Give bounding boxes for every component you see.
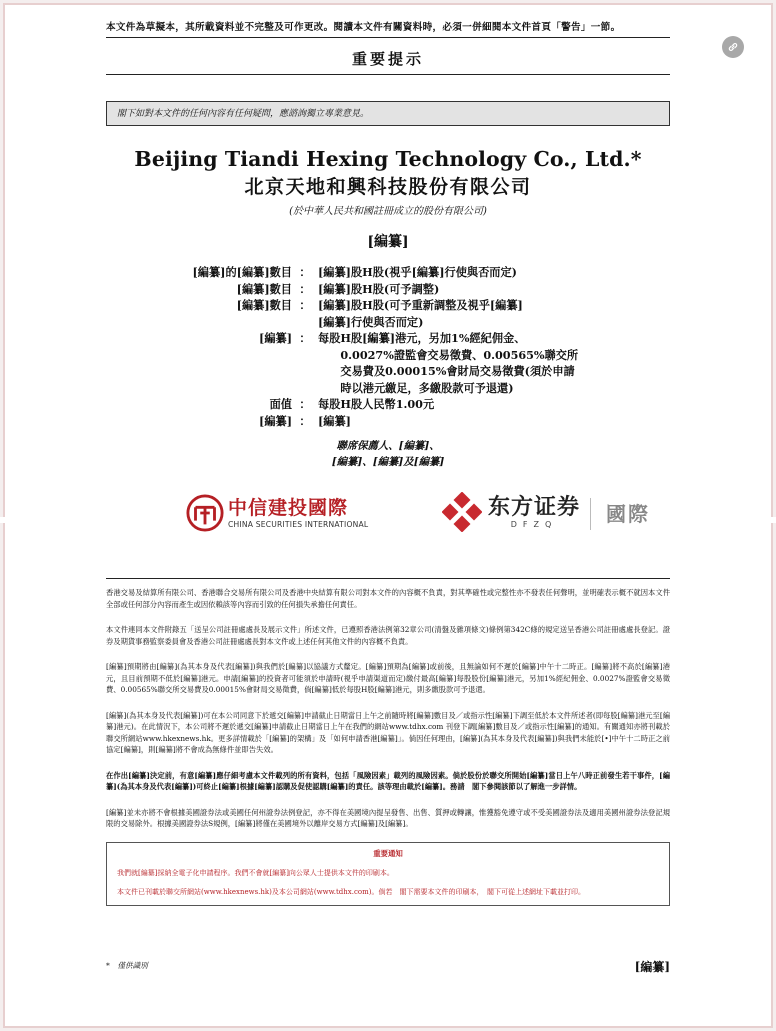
dfzq-emblem-icon <box>442 492 482 532</box>
offer-row <box>106 281 670 298</box>
offer-row <box>106 396 670 413</box>
sponsors-line: 聯席保薦人、[編纂]、 <box>336 440 440 452</box>
notice-line: 我們就[編纂]採納全電子化申請程序。我們不會就[編纂]向公眾人士提供本文件的印刷本。 <box>117 868 394 877</box>
offer-label: [編纂] <box>259 413 292 428</box>
redacted-title: [編纂] <box>367 234 409 250</box>
important-heading: 重要提示 <box>351 50 424 68</box>
footnote: * 僅供識別 <box>106 961 148 970</box>
offer-value: 每股H股[編纂]港元，另加1%經紀佣金、 <box>318 331 526 345</box>
offer-row <box>106 264 670 281</box>
citic-logo <box>186 494 368 532</box>
divider <box>106 37 670 38</box>
offer-row <box>106 380 670 397</box>
prospectus-cover <box>106 22 670 906</box>
offer-colon <box>292 380 318 397</box>
dfzq-logo <box>442 492 580 532</box>
offer-colon: ： <box>299 265 311 279</box>
offer-label: [編纂]的[編纂]數目 <box>192 265 292 279</box>
offer-row <box>106 363 670 380</box>
link-icon <box>727 41 739 53</box>
offer-value: [編纂]股H股(可予重新調整及視乎[編纂] <box>318 298 523 312</box>
offer-label: [編纂]數目 <box>236 298 292 312</box>
offer-value: [編纂]行使與否而定) <box>318 314 424 329</box>
footer-redacted: [編纂] <box>634 960 670 974</box>
adjustment-paragraph: [編纂](為其本身及代表[編纂])可在本公司同意下於遞交[編纂]申請截止日期當日上午之前隨時將[編纂]數目及／或指示性[編纂]下調至低於本文件所述者(即每股[編纂]港元至[編纂]港元)。在此情況下，本公司將不遲於遞交[編纂]申請截止日期當日上午在我們的網站www.tdhx.com 刊登下調[編纂]數目及／或指示性[編纂]的通知。有關通知亦將刊載於聯交所網站www.hkexnews.hk。更多詳情載於「[編纂]的架構」及「如何申請香港[編纂]」。倘因任何理由，[編纂](為其本身及代表[編纂])與我們未能於[•]中午十二時正之前協定[編纂]，則[編纂]將不會成為無條件並即告失效。 <box>106 710 670 754</box>
offer-value: 每股H股人民幣1.00元 <box>318 397 435 411</box>
draft-warning: 本文件為草擬本，其所載資料並不完整及可作更改。閱讀本文件有關資料時，必須一併細閱本文件首頁「警告」一節。 <box>106 22 621 33</box>
offer-colon: ： <box>299 413 311 428</box>
link-button[interactable] <box>722 36 744 58</box>
offer-row <box>106 314 670 331</box>
dfzq-name-en: DFZQ <box>510 519 558 529</box>
offer-row <box>106 413 670 430</box>
offer-label: [編纂] <box>259 331 292 345</box>
citic-wordmark <box>228 497 368 529</box>
offer-colon <box>292 347 318 364</box>
company-name-cn: 北京天地和興科技股份有限公司 <box>244 176 532 198</box>
sponsor-logos <box>106 484 670 540</box>
frame-notch-right <box>770 517 776 523</box>
offer-colon <box>292 363 318 380</box>
pricing-paragraph: [編纂]預期將由[編纂](為其本身及代表[編纂])與我們於[編纂]以協議方式釐定。[編纂]預期為[編纂]或前後，且無論如何不遲於[編纂]中午十二時正。[編纂]將不高於[編纂]港元，且目前預期不低於[編纂]港元。申請[編纂]的投資者可能須於申請時(視乎申請渠道而定)繳付最高[編纂]每股股份[編纂]港元，另加1%經紀佣金、0.0027%證監會交易徵費、0.00565%聯交所交易費及0.00015%會財局交易徵費，倘[編纂]低於每股H股[編纂]港元，則多繳股款可予退還。 <box>106 662 670 694</box>
frame-notch-left <box>0 517 6 523</box>
offer-colon: ： <box>299 397 311 411</box>
offer-row <box>106 347 670 364</box>
disclaimer-paragraph: 香港交易及結算所有限公司、香港聯合交易所有限公司及香港中央結算有限公司對本文件的內容概不負責，對其準確性或完整性亦不發表任何聲明，並明確表示概不就因本文件全部或任何部分內容而產生或因依賴該等內容而引致的任何損失承擔任何責任。 <box>106 588 670 609</box>
offer-value: [編纂]股H股(可予調整) <box>318 281 440 296</box>
offer-label <box>106 380 292 397</box>
offer-value: [編纂] <box>318 413 351 428</box>
advice-box: 閣下如對本文件的任何內容有任何疑問，應諮詢獨立專業意見。 <box>106 101 670 126</box>
divider <box>106 578 670 579</box>
dfzq-name-cn: 东方证券 <box>488 494 581 520</box>
offer-colon <box>292 314 318 331</box>
us-securities-paragraph: [編纂]並未亦將不會根據美國證券法或美國任何州證券法例登記，亦不得在美國境內提呈發售、出售、質押或轉讓，惟獲豁免遵守或不受美國證券法及適用美國州證券法登記規限的交易除外。根據美國證券法S規例，[編纂]將僅在美國境外以離岸交易方式[編纂]及[編纂]。 <box>106 807 670 828</box>
offer-label: [編纂]數目 <box>236 281 292 296</box>
divider <box>106 74 670 75</box>
dfzq-wordmark <box>488 496 580 529</box>
offer-row <box>106 297 670 314</box>
offer-row <box>106 330 670 347</box>
company-name-en: Beijing Tiandi Hexing Technology Co., Ltd.* <box>134 147 642 171</box>
offer-colon: ： <box>299 298 311 312</box>
offer-colon: ： <box>299 281 311 296</box>
citic-name-en: CHINA SECURITIES INTERNATIONAL <box>228 520 369 529</box>
sponsors-line: [編纂]、[編纂]及[編纂] <box>331 455 445 468</box>
citic-emblem-icon <box>186 494 224 532</box>
important-notice-box <box>106 842 670 906</box>
offer-value: 交易費及0.00015%會財局交易徵費(須於申請 <box>318 364 575 378</box>
dfzq-intl-label: 國際 <box>606 502 650 526</box>
offer-label <box>106 347 292 364</box>
offer-label <box>106 363 292 380</box>
offer-value: 時以港元繳足，多繳股款可予退還) <box>318 380 514 395</box>
risk-paragraph: 在作出[編纂]決定前，有意[編纂]應仔細考慮本文件載列的所有資料，包括「風險因素」載列的風險因素。倘於股份於聯交所開始[編纂]當日上午八時正前發生若干事件，[編纂](為其本身及代表[編纂])可終止[編纂]根據[編纂]認購及促使認購[編纂]的責任。該等理由載於[編纂]。務請 閣下參閱該節以了解進一步詳情。 <box>106 770 670 791</box>
logo-separator <box>590 498 591 530</box>
offer-colon: ： <box>299 331 311 345</box>
offer-label <box>106 314 292 331</box>
notice-title: 重要通知 <box>373 848 403 858</box>
citic-name-cn: 中信建投國際 <box>228 497 349 519</box>
offer-value: 0.0027%證監會交易徵費、0.00565%聯交所 <box>318 347 579 362</box>
registration-paragraph: 本文件連同本文件附錄五「送呈公司註冊處處長及展示文件」所述文件，已遵照香港法例第32章公司(清盤及雜項條文)條例第342C條的規定送呈香港公司註冊處處長登記。證券及期貨事務監察委員會及香港公司註冊處處長對本文件或上述任何其他文件的內容概不負責。 <box>106 625 670 646</box>
offer-value: [編纂]股H股(視乎[編纂]行使與否而定) <box>318 265 517 279</box>
offer-table <box>106 264 670 429</box>
sponsors <box>106 439 670 470</box>
incorporation-note: (於中華人民共和國註冊成立的股份有限公司) <box>289 206 487 217</box>
offer-label: 面值 <box>269 397 292 411</box>
notice-line: 本文件已刊載於聯交所網站(www.hkexnews.hk)及本公司網站(www.tdhx.com)。倘若 閣下需要本文件的印刷本， 閣下可從上述網址下載並打印。 <box>117 887 585 896</box>
